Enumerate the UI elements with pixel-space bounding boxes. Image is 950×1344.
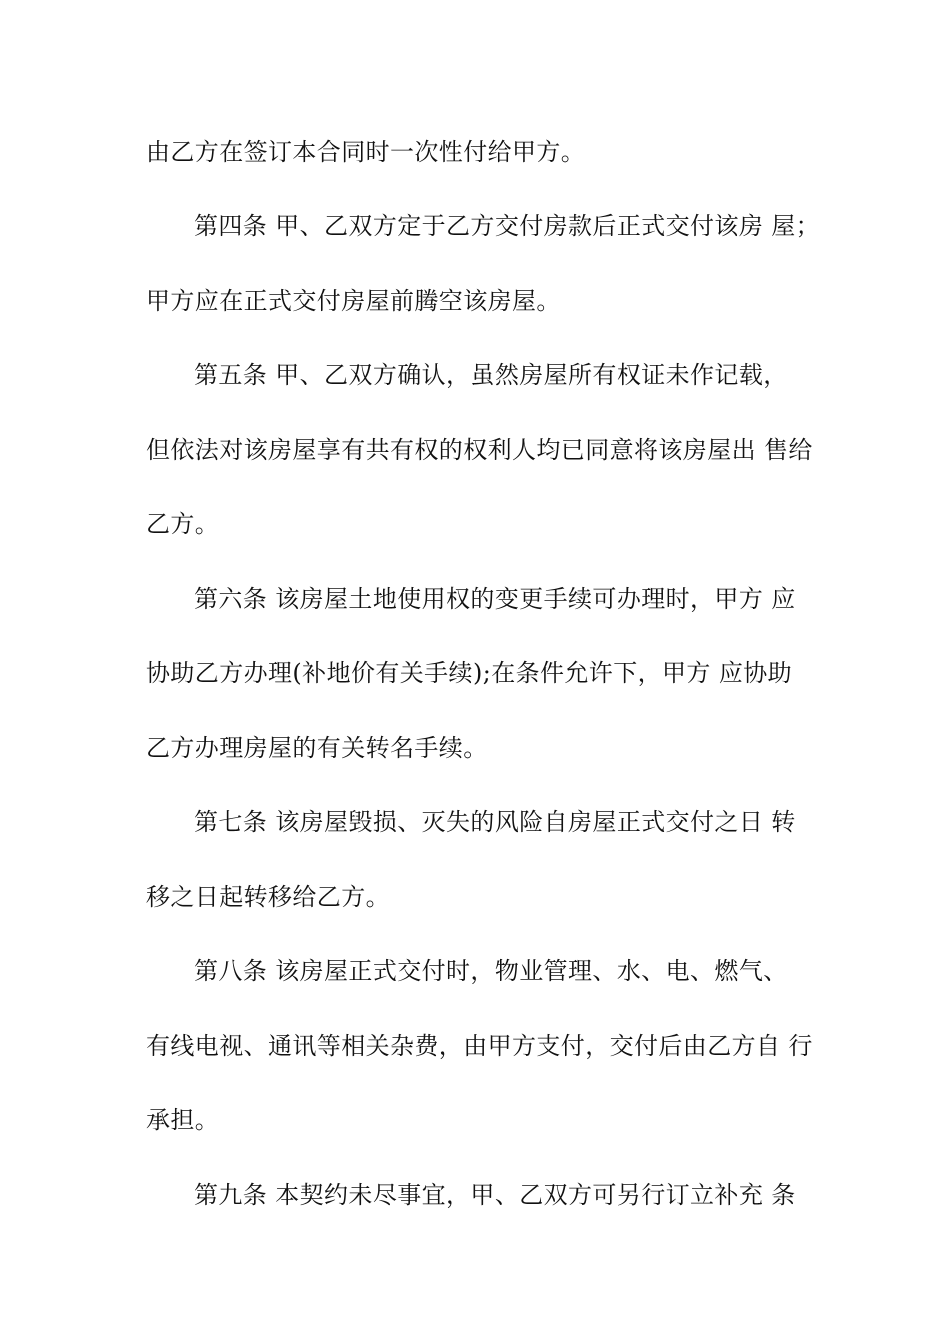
text-line-4: 第五条 甲、乙双方确认，虽然房屋所有权证未作记载， [194,361,788,389]
text-line-13: 有线电视、通讯等相关杂费，由甲方支付，交付后由乙方自 行 [146,1032,813,1060]
text-line-10: 第七条 该房屋毁损、灭失的风险自房屋正式交付之日 转 [194,808,796,836]
text-line-3: 甲方应在正式交付房屋前腾空该房屋。 [146,287,561,315]
text-line-5: 但依法对该房屋享有共有权的权利人均已同意将该房屋出 售给 [146,436,813,464]
text-line-15: 第九条 本契约未尽事宜，甲、乙双方可另行订立补充 条 [194,1181,796,1209]
text-line-6: 乙方。 [146,510,220,538]
text-line-14: 承担。 [146,1106,220,1134]
text-line-9: 乙方办理房屋的有关转名手续。 [146,734,488,762]
text-line-8: 协助乙方办理(补地价有关手续);在条件允许下，甲方 应协助 [146,659,793,687]
text-line-7: 第六条 该房屋土地使用权的变更手续可办理时，甲方 应 [194,585,796,613]
text-line-1: 由乙方在签订本合同时一次性付给甲方。 [146,138,586,166]
text-line-11: 移之日起转移给乙方。 [146,883,390,911]
text-line-12: 第八条 该房屋正式交付时，物业管理、水、电、燃气、 [194,957,788,985]
text-line-2: 第四条 甲、乙双方定于乙方交付房款后正式交付该房 屋； [194,212,821,240]
